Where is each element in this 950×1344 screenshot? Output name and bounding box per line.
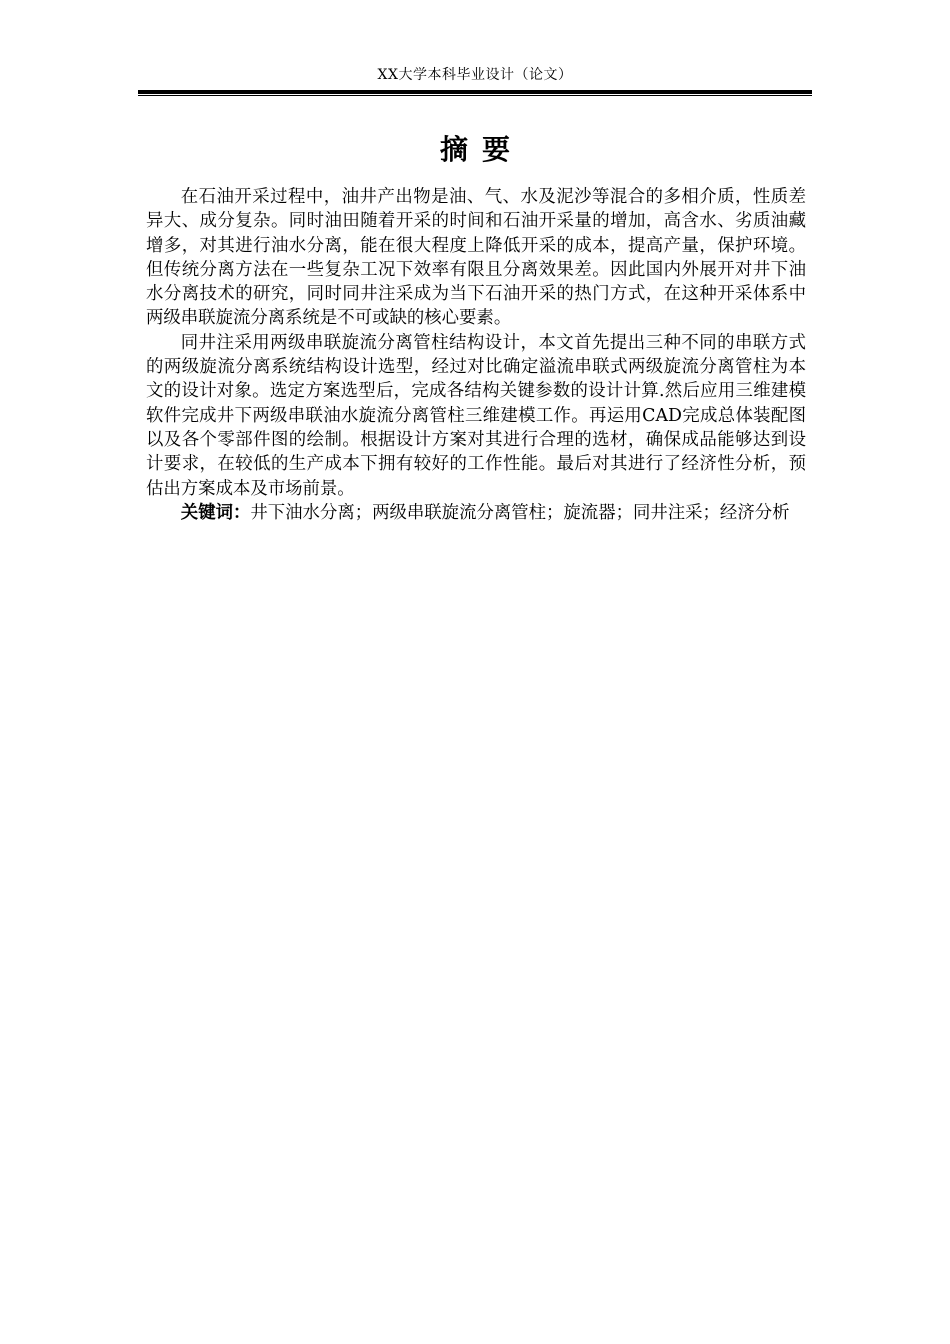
header-double-rule bbox=[138, 90, 812, 96]
abstract-title: 摘要 bbox=[439, 133, 524, 166]
keywords-text: 井下油水分离；两级串联旋流分离管柱；旋流器；同井注采；经济分析 bbox=[250, 502, 790, 523]
abstract-body bbox=[146, 185, 806, 525]
abstract-paragraph-2: 同井注采用两级串联旋流分离管柱结构设计，本文首先提出三种不同的串联方式的两级旋流分离系统结构设计选型，经过对比确定溢流串联式两级旋流分离管柱为本文的设计对象。选定方案选型后，完成各结构关键参数的设计计算.然后应用三维建模软件完成井下两级串联油水旋流分离管柱三维建模工作。再运用CAD完成总体装配图以及各个零部件图的绘制。根据设计方案对其进行合理的选材，确保成品能够达到设计要求，在较低的生产成本下拥有较好的工作性能。最后对其进行了经济性分析，预估出方案成本及市场前景。 bbox=[146, 332, 806, 499]
keywords-paragraph bbox=[146, 501, 806, 525]
running-header: XX大学本科毕业设计（论文） bbox=[377, 67, 573, 83]
keywords-label: 关键词： bbox=[180, 502, 251, 523]
abstract-paragraph-1: 在石油开采过程中，油井产出物是油、气、水及泥沙等混合的多相介质，性质差异大、成分复杂。同时油田随着开采的时间和石油开采量的增加，高含水、劣质油藏增多，对其进行油水分离，能在很大程度上降低开采的成本，提高产量，保护环境。但传统分离方法在一些复杂工况下效率有限且分离效果差。因此国内外展开对井下油水分离技术的研究，同时同井注采成为当下石油开采的热门方式，在这种开采体系中两级串联旋流分离系统是不可或缺的核心要素。 bbox=[146, 187, 806, 329]
